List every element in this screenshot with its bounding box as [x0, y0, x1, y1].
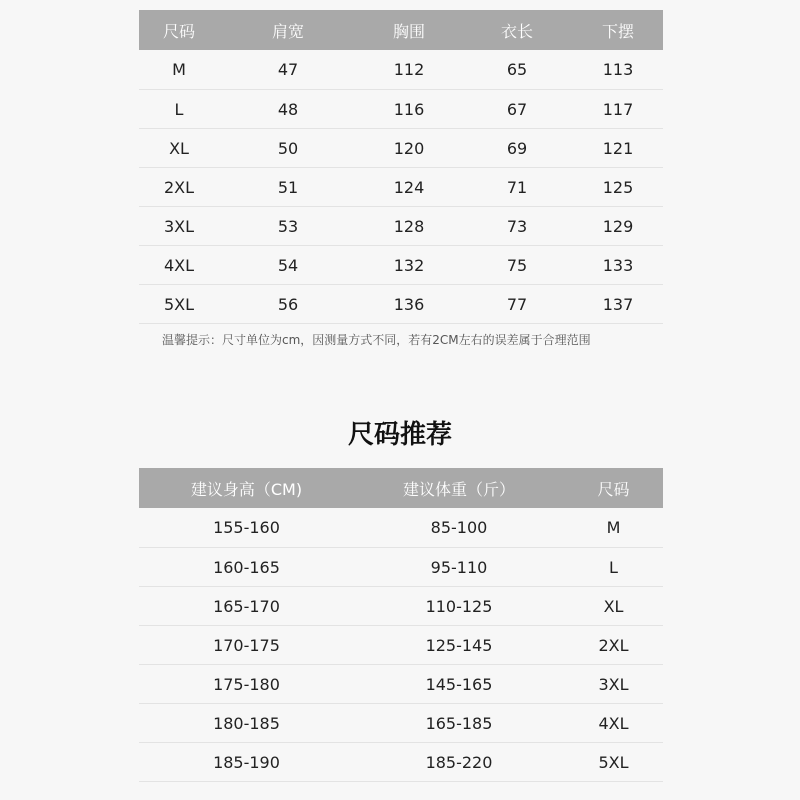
cell-hem: 133 — [573, 246, 663, 285]
table-row — [139, 246, 663, 285]
cell-size: 5XL — [139, 285, 219, 324]
table-row — [139, 743, 663, 782]
size-recommendation-title: 尺码推荐 — [347, 420, 452, 450]
size-recommendation-table — [139, 468, 663, 782]
cell-size: 5XL — [564, 743, 663, 782]
recommendation-header-row — [139, 468, 663, 508]
cell-size: M — [564, 508, 663, 548]
cell-weight: 165-185 — [354, 704, 564, 743]
cell-height: 160-165 — [139, 548, 354, 587]
table-row — [139, 168, 663, 207]
cell-chest: 132 — [357, 246, 461, 285]
cell-chest: 120 — [357, 129, 461, 168]
cell-height: 175-180 — [139, 665, 354, 704]
cell-hem: 121 — [573, 129, 663, 168]
header-shoulder-width: 肩宽 — [219, 10, 357, 50]
cell-size: 2XL — [139, 168, 219, 207]
cell-weight: 145-165 — [354, 665, 564, 704]
table-row — [139, 207, 663, 246]
table-row — [139, 665, 663, 704]
cell-shoulder-width: 54 — [219, 246, 357, 285]
table-row — [139, 129, 663, 168]
header-size: 尺码 — [564, 468, 663, 508]
cell-shoulder-width: 56 — [219, 285, 357, 324]
table-row — [139, 587, 663, 626]
size-chart-table — [139, 10, 663, 324]
cell-length: 69 — [461, 129, 573, 168]
measurement-note: 温馨提示：尺寸单位为cm，因测量方式不同，若有2CM左右的误差属于合理范围 — [162, 333, 591, 347]
table-row — [139, 285, 663, 324]
cell-length: 77 — [461, 285, 573, 324]
cell-hem: 117 — [573, 90, 663, 129]
cell-hem: 129 — [573, 207, 663, 246]
cell-weight: 110-125 — [354, 587, 564, 626]
cell-hem: 113 — [573, 50, 663, 90]
header-hem: 下摆 — [573, 10, 663, 50]
cell-size: M — [139, 50, 219, 90]
cell-height: 165-170 — [139, 587, 354, 626]
table-row — [139, 508, 663, 548]
cell-hem: 125 — [573, 168, 663, 207]
table-row — [139, 704, 663, 743]
cell-size: 4XL — [139, 246, 219, 285]
header-height: 建议身高（CM) — [139, 468, 354, 508]
cell-size: 3XL — [139, 207, 219, 246]
cell-shoulder-width: 47 — [219, 50, 357, 90]
cell-size: XL — [139, 129, 219, 168]
cell-height: 185-190 — [139, 743, 354, 782]
cell-height: 155-160 — [139, 508, 354, 548]
cell-length: 65 — [461, 50, 573, 90]
header-chest: 胸围 — [357, 10, 461, 50]
cell-chest: 128 — [357, 207, 461, 246]
cell-weight: 95-110 — [354, 548, 564, 587]
cell-hem: 137 — [573, 285, 663, 324]
header-size: 尺码 — [139, 10, 219, 50]
cell-size: 4XL — [564, 704, 663, 743]
cell-shoulder-width: 53 — [219, 207, 357, 246]
cell-length: 75 — [461, 246, 573, 285]
cell-size: 3XL — [564, 665, 663, 704]
cell-weight: 125-145 — [354, 626, 564, 665]
cell-chest: 124 — [357, 168, 461, 207]
header-length: 衣长 — [461, 10, 573, 50]
table-row — [139, 90, 663, 129]
header-weight: 建议体重（斤） — [354, 468, 564, 508]
cell-length: 67 — [461, 90, 573, 129]
cell-height: 180-185 — [139, 704, 354, 743]
cell-size: 2XL — [564, 626, 663, 665]
size-chart-header-row — [139, 10, 663, 50]
cell-chest: 112 — [357, 50, 461, 90]
cell-weight: 85-100 — [354, 508, 564, 548]
cell-size: L — [564, 548, 663, 587]
cell-weight: 185-220 — [354, 743, 564, 782]
cell-size: L — [139, 90, 219, 129]
table-row — [139, 50, 663, 90]
cell-size: XL — [564, 587, 663, 626]
cell-length: 73 — [461, 207, 573, 246]
cell-shoulder-width: 48 — [219, 90, 357, 129]
cell-chest: 136 — [357, 285, 461, 324]
table-row — [139, 626, 663, 665]
cell-shoulder-width: 51 — [219, 168, 357, 207]
table-row — [139, 548, 663, 587]
cell-height: 170-175 — [139, 626, 354, 665]
cell-length: 71 — [461, 168, 573, 207]
cell-shoulder-width: 50 — [219, 129, 357, 168]
cell-chest: 116 — [357, 90, 461, 129]
